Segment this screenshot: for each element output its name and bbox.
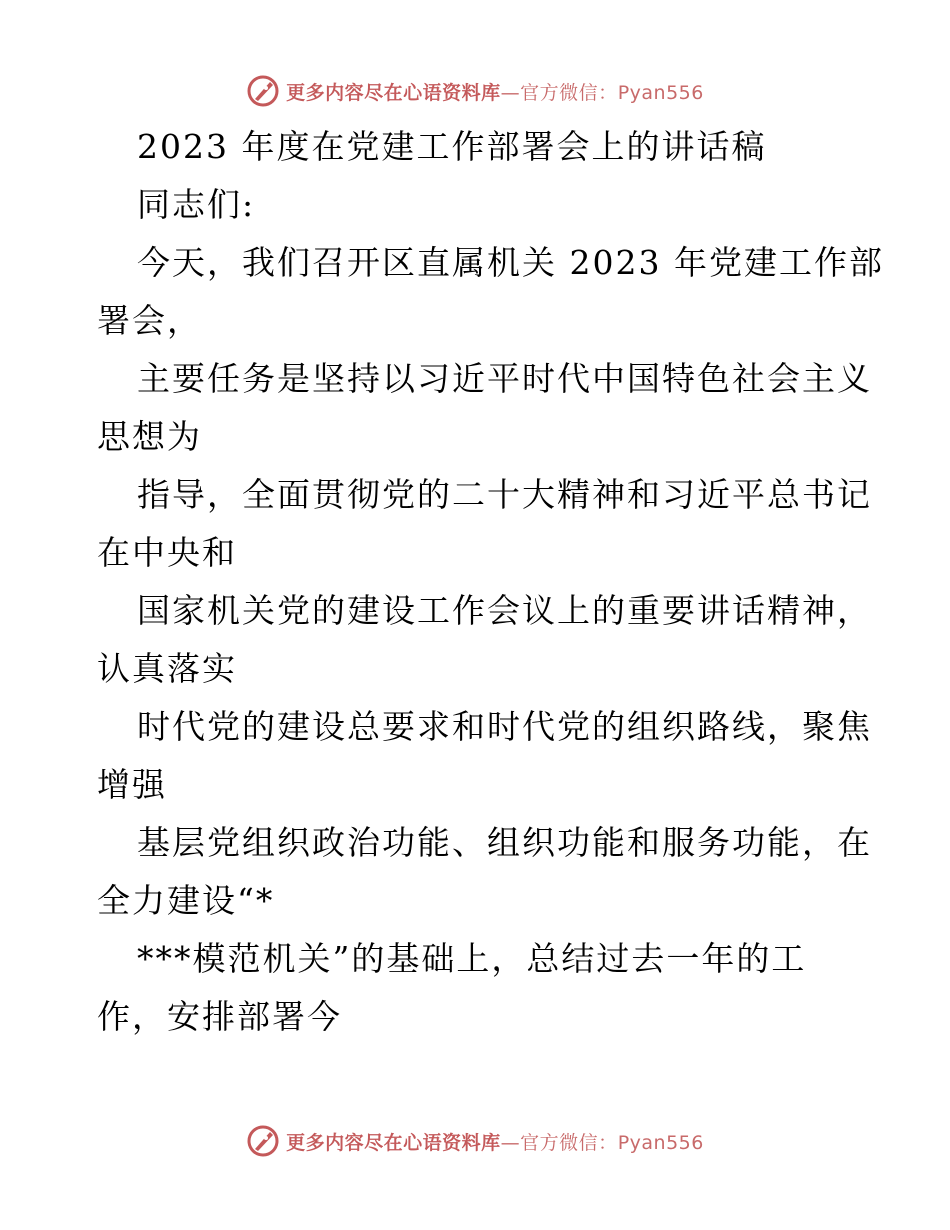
watermark-official: 官方微信： bbox=[520, 81, 618, 104]
paragraph-line: 主要任务是坚持以习近平时代中国特色社会主义 bbox=[137, 359, 872, 398]
paragraph-line: 指导，全面贯彻党的二十大精神和习近平总书记 bbox=[137, 475, 872, 514]
watermark-official: 官方微信： bbox=[520, 1131, 618, 1154]
paragraph-line: 思想为 bbox=[97, 417, 202, 456]
paragraph-line: 国家机关党的建设工作会议上的重要讲话精神， bbox=[137, 591, 872, 630]
footer-watermark bbox=[0, 1121, 950, 1161]
watermark-text bbox=[286, 78, 704, 105]
watermark-handle: Pyan556 bbox=[617, 1131, 704, 1154]
paragraph-line: ***模范机关”的基础上，总结过去一年的工 bbox=[137, 939, 807, 978]
paragraph-line: 认真落实 bbox=[97, 649, 237, 688]
paragraph-line: 时代党的建设总要求和时代党的组织路线，聚焦 bbox=[137, 707, 872, 746]
salutation: 同志们: bbox=[137, 185, 256, 224]
watermark-handle: Pyan556 bbox=[617, 81, 704, 104]
header-watermark bbox=[0, 71, 950, 111]
watermark-brand: 更多内容尽在心语资料库 bbox=[286, 1131, 501, 1154]
document-title: 2023 年度在党建工作部署会上的讲话稿 bbox=[137, 127, 767, 166]
quill-logo-icon bbox=[246, 1124, 280, 1158]
paragraph-line: 今天，我们召开区直属机关 2023 年党建工作部 bbox=[137, 243, 884, 282]
watermark-brand: 更多内容尽在心语资料库 bbox=[286, 81, 501, 104]
paragraph-line: 基层党组织政治功能、组织功能和服务功能，在 bbox=[137, 823, 872, 862]
paragraph-line: 署会， bbox=[97, 301, 202, 340]
document-body bbox=[97, 118, 884, 1046]
paragraph-line: 全力建设“* bbox=[97, 881, 275, 920]
quill-logo-icon bbox=[246, 74, 280, 108]
paragraph-line: 在中央和 bbox=[97, 533, 237, 572]
paragraph-line: 增强 bbox=[97, 765, 167, 804]
watermark-separator: — bbox=[500, 1131, 521, 1154]
watermark-separator: — bbox=[500, 81, 521, 104]
watermark-text bbox=[286, 1128, 704, 1155]
paragraph-line: 作，安排部署今 bbox=[97, 997, 342, 1036]
